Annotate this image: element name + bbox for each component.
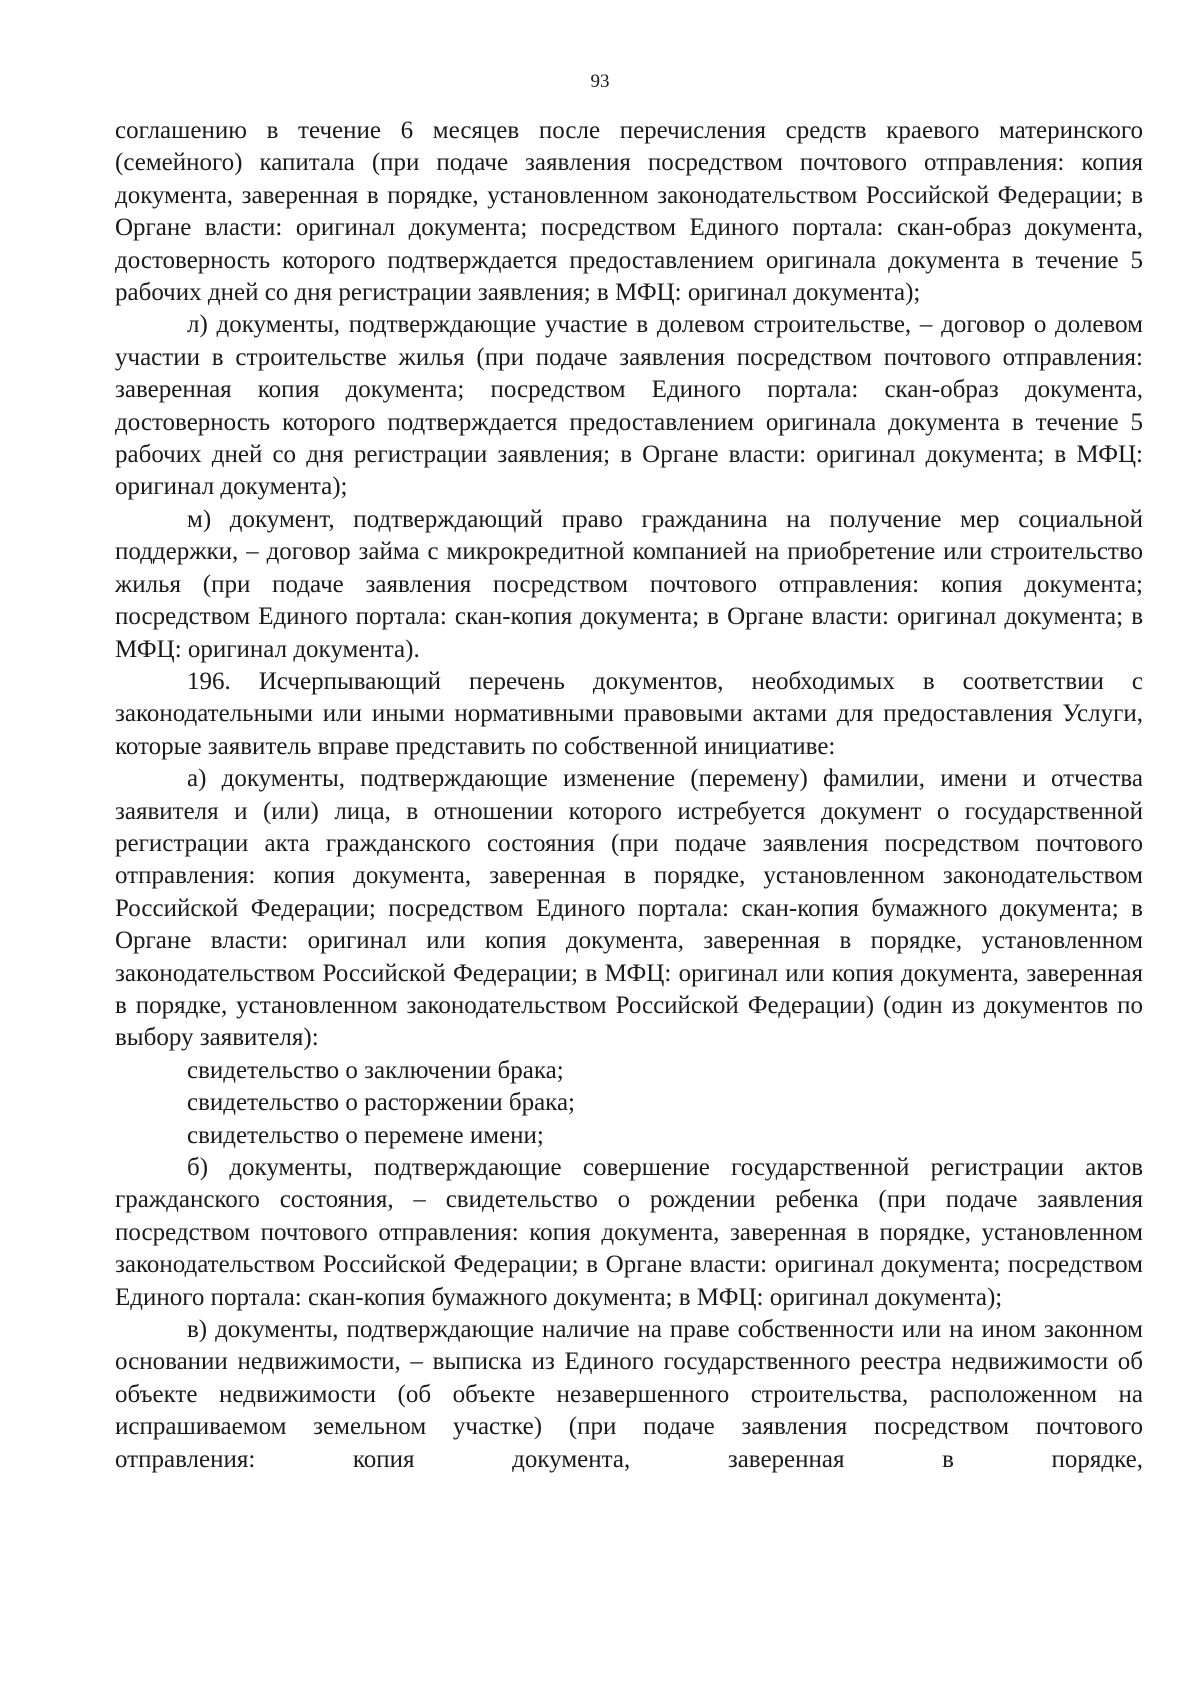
paragraph-item-l: л) документы, подтверждающие участие в долевом строительстве, – договор о долевом участии в строительстве жилья (при подаче заявления посредством почтового отправления: заверенная копия документа; посредством Единого портала: скан-образ документа, достоверность которого подтверждается предоставлением оригинала документа в течение 5 рабочих дней со дня регистрации заявления; в Органе власти: оригинал документа; в МФЦ: оригинал документа); — [115, 311, 1143, 501]
list-item-marriage-certificate: свидетельство о заключении брака; — [187, 1056, 564, 1084]
list-item-name-change-certificate: свидетельство о перемене имени; — [187, 1121, 544, 1149]
list-item-divorce-certificate: свидетельство о расторжении брака; — [187, 1089, 575, 1117]
page-number: 93 — [590, 71, 610, 92]
document-text — [115, 115, 1143, 1476]
paragraph-item-b: б) документы, подтверждающие совершение государственной регистрации актов гражданского состояния, – свидетельство о рождении ребенка (при подаче заявления посредством почтового отправления: копия документа, заверенная в порядке, установленном законодательством Российской Федерации; в Органе власти: оригинал документа; посредством Единого портала: скан-копия бумажного документа; в МФЦ: оригинал документа); — [115, 1154, 1143, 1311]
paragraph-continuation-k: соглашению в течение 6 месяцев после перечисления средств краевого материнского (семейного) капитала (при подаче заявления посредством почтового отправления: копия документа, заверенная в порядке, установленном законодательством Российской Федерации; в Органе власти: оригинал документа; посредством Единого портала: скан-образ документа, достоверность которого подтверждается предоставлением оригинала документа в течение 5 рабочих дней со дня регистрации заявления; в МФЦ: оригинал документа); — [115, 117, 1143, 307]
paragraph-item-a: а) документы, подтверждающие изменение (перемену) фамилии, имени и отчества заявителя и (или) лица, в отношении которого истребуется документ о государственной регистрации акта гражданского состояния (при подаче заявления посредством почтового отправления: копия документа, заверенная в порядке, установленном законодательством Российской Федерации; посредством Единого портала: скан-копия бумажного документа; в Органе власти: оригинал или копия документа, заверенная в порядке, установленном законодательством Российской Федерации; в МФЦ: оригинал или копия документа, заверенная в порядке, установленном законодательством Российской Федерации) (один из документов по выбору заявителя): — [115, 765, 1143, 1052]
paragraph-item-m: м) документ, подтверждающий право гражданина на получение мер социальной поддержки, – договор займа с микрокредитной компанией на приобретение или строительство жилья (при подаче заявления посредством почтового отправления: копия документа; посредством Единого портала: скан-копия документа; в Органе власти: оригинал документа; в МФЦ: оригинал документа). — [115, 505, 1143, 663]
paragraph-clause-196: 196. Исчерпывающий перечень документов, необходимых в соответствии с законодательными или иными нормативными правовыми актами для предоставления Услуги, которые заявитель вправе представить по собственной инициативе: — [115, 667, 1143, 760]
paragraph-item-v: в) документы, подтверждающие наличие на праве собственности или на ином законном основании недвижимости, – выписка из Единого государственного реестра недвижимости об объекте недвижимости (об объекте незавершенного строительства, расположенном на испрашиваемом земельном участке) (при подаче заявления посредством почтового отправления: копия документа, заверенная в порядке, — [115, 1316, 1143, 1473]
